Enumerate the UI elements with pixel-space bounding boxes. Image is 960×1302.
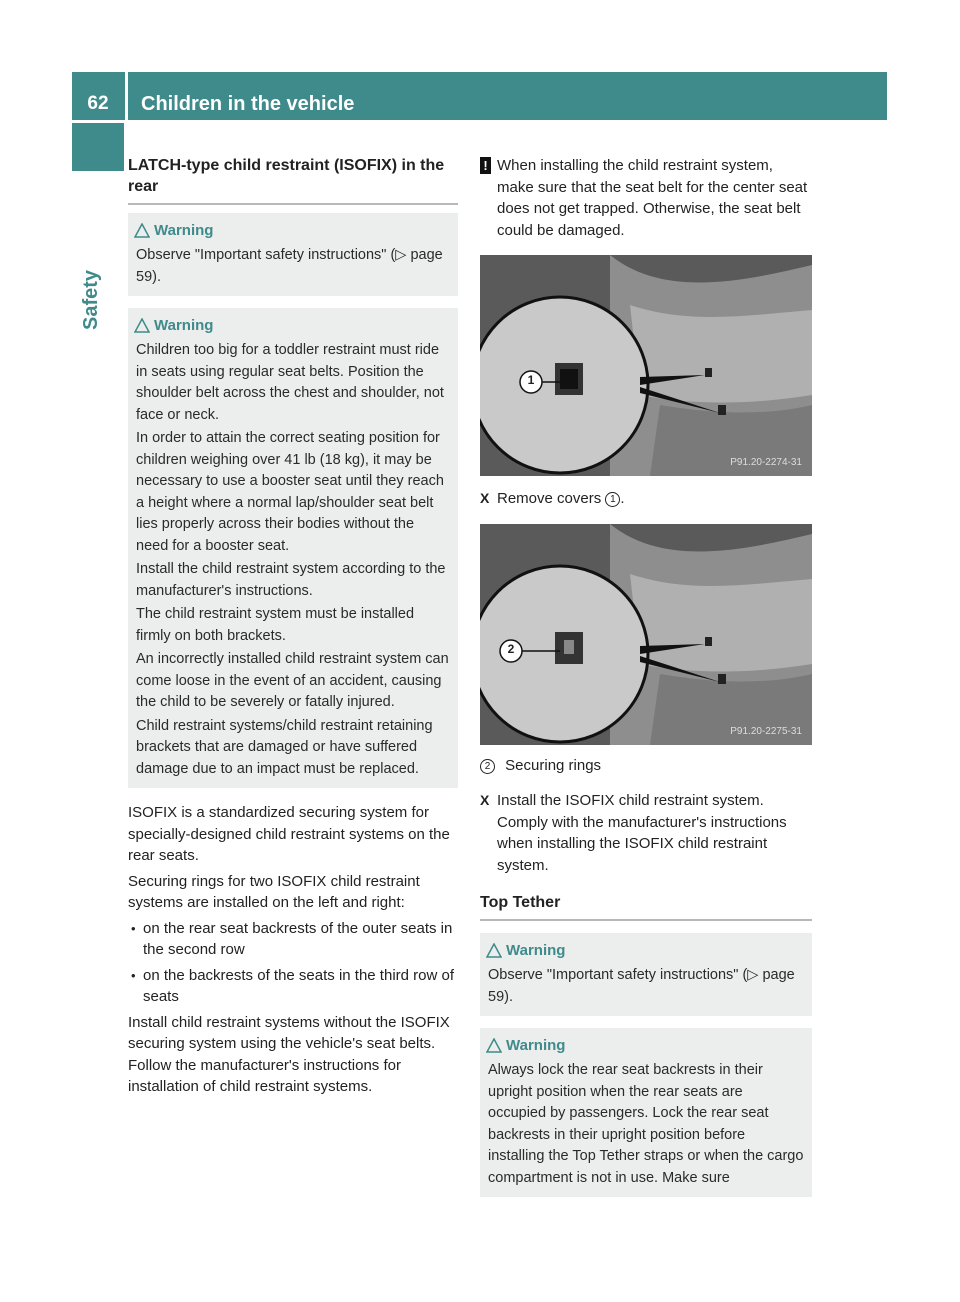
warning-text: Observe "Important safety instructions" (▷ page 59). bbox=[488, 967, 795, 1005]
warning-paragraph: Install the child restraint system according to the manufacturer's instructions. bbox=[136, 561, 446, 599]
chapter-title: Children in the vehicle bbox=[141, 93, 355, 115]
image-code: P91.20-2274-31 bbox=[730, 457, 802, 468]
warning-triangle-icon bbox=[486, 1038, 502, 1053]
photo-seat-covers bbox=[480, 255, 812, 476]
header-divider bbox=[125, 72, 128, 120]
warning-title: Warning bbox=[154, 221, 450, 241]
warning-title: Warning bbox=[154, 316, 450, 336]
warning-box bbox=[128, 308, 458, 788]
callout-number: 2 bbox=[507, 641, 515, 656]
warning-box bbox=[128, 213, 458, 296]
warning-title: Warning bbox=[506, 941, 804, 961]
image-code: P91.20-2275-31 bbox=[730, 725, 802, 737]
warning-paragraph: Children too big for a toddler restraint must ride in seats using regular seat belts. Position the shoulder belt across the chest and shoulder, not face or neck. bbox=[136, 342, 444, 423]
warning-paragraph: In order to attain the correct seating position for children weighing over 41 lb (18 kg), it may be necessary to use a booster seat until they reach a height where a normal lap/shoulder seat belt lies properly across their bodies without the need for a booster seat. bbox=[136, 430, 444, 554]
warning-triangle-icon bbox=[134, 318, 150, 333]
legend-item: 2 Securing rings bbox=[480, 755, 812, 777]
damage-note: ! When installing the child restraint system, make sure that the seat belt for the center seat does not get trapped. Otherwise, the seat belt could be damaged. bbox=[480, 155, 812, 241]
warning-triangle-icon bbox=[134, 223, 150, 238]
warning-box bbox=[480, 933, 812, 1016]
list-item: • on the rear seat backrests of the outer seats in the second row bbox=[128, 918, 458, 961]
left-column bbox=[128, 155, 458, 1098]
exclamation-icon: ! bbox=[480, 157, 491, 174]
warning-text: Observe "Important safety instructions" (▷ page 59). bbox=[136, 247, 443, 285]
warning-text: Always lock the rear seat backrests in their upright position when the rear seats are occupied by passengers. Lock the rear seat backrests in their upright position before installing the Top Tether straps or when the cargo compartment is not in use. Make sure bbox=[488, 1062, 804, 1186]
warning-box bbox=[480, 1028, 812, 1197]
body-paragraph: Securing rings for two ISOFIX child restraint systems are installed on the left and right: bbox=[128, 872, 420, 911]
section-heading-top-tether: Top Tether bbox=[480, 892, 812, 921]
page-number: 62 bbox=[87, 93, 109, 114]
warning-title: Warning bbox=[506, 1036, 804, 1056]
callout-ref: 1 bbox=[605, 492, 620, 507]
photo-securing-rings bbox=[480, 524, 812, 745]
list-item: • on the backrests of the seats in the third row of seats bbox=[128, 965, 458, 1008]
right-column bbox=[480, 155, 812, 1197]
callout-ref: 2 bbox=[480, 759, 495, 774]
warning-triangle-icon bbox=[486, 943, 502, 958]
body-paragraph: Install child restraint systems without the ISOFIX securing system using the vehicle's seat belts. Follow the manufacturer's instructions for installation of child restraint systems. bbox=[128, 1013, 450, 1095]
warning-paragraph: The child restraint system must be installed firmly on both brackets. bbox=[136, 606, 415, 644]
warning-paragraph: Child restraint systems/child restraint retaining brackets that are damaged or have suffered damage due to an impact must be replaced. bbox=[136, 717, 433, 777]
instruction-step: X Install the ISOFIX child restraint system. Comply with the manufacturer's instructions when installing the ISOFIX child restraint system. bbox=[480, 792, 787, 874]
seat-illustration bbox=[480, 255, 812, 476]
step-arrow-icon: X bbox=[480, 490, 490, 506]
instruction-step: X Remove covers 1 . bbox=[480, 488, 812, 510]
warning-paragraph: An incorrectly installed child restraint system can come loose in the event of an accident, causing the child to be severely or fatally injured. bbox=[136, 651, 449, 710]
seat-illustration bbox=[480, 524, 812, 745]
section-label: Safety bbox=[80, 269, 102, 330]
side-tab-block bbox=[72, 123, 124, 171]
callout-number: 1 bbox=[527, 373, 535, 387]
body-paragraph: ISOFIX is a standardized securing system for specially-designed child restraint systems on the rear seats. bbox=[128, 804, 450, 864]
section-heading-isofix: LATCH-type child restraint (ISOFIX) in the rear bbox=[128, 155, 458, 205]
step-arrow-icon: X bbox=[480, 792, 490, 808]
